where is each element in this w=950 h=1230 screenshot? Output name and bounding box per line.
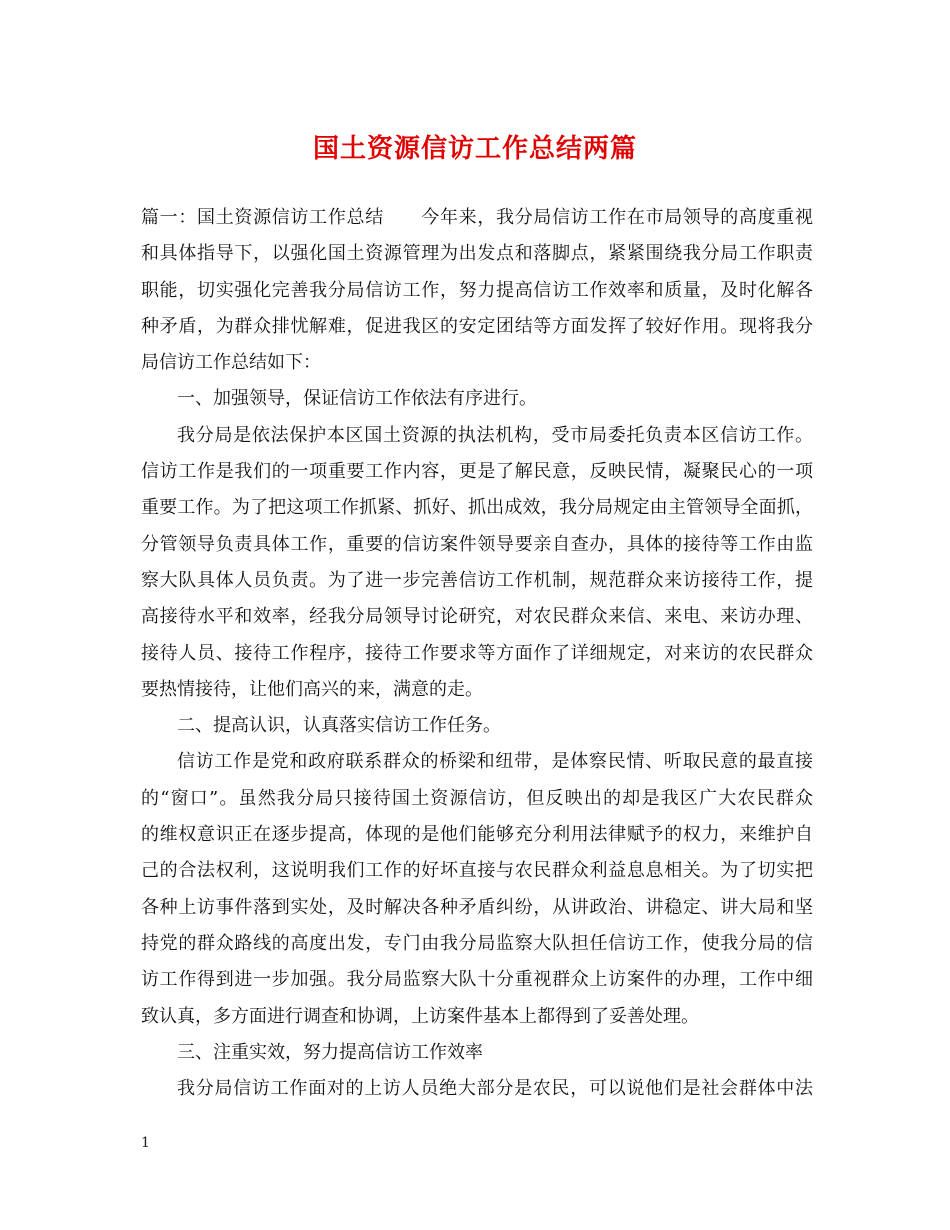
text-line: 局信访工作总结如下： [141,352,321,374]
text-line: 我分局信访工作面对的上访人员绝大部分是农民，可以说他们是社会群体中法 [177,1078,813,1100]
section-heading: 二、提高认识，认真落实信访工作任务。 [177,715,501,737]
text-line: 信访工作是我们的一项重要工作内容，更是了解民意，反映民情，凝聚民心的一项 [141,461,813,483]
text-line: 篇一：国土资源信访工作总结 今年来，我分局信访工作在市局领导的高度重视 [141,207,813,228]
text-line: 察大队具体人员负责。为了进一步完善信访工作机制，规范群众来访接待工作，提 [141,569,813,591]
text-line: 信访工作是党和政府联系群众的桥梁和纽带，是体察民情、听取民意的最直接 [177,751,813,773]
text-line: 我分局是依法保护本区国土资源的执法机构，受市局委托负责本区信访工作。 [177,424,813,446]
text-line: 的维权意识正在逐步提高，体现的是他们能够充分利用法律赋予的权力，来维护自 [141,824,813,846]
text-line: 持党的群众路线的高度出发，专门由我分局监察大队担任信访工作，使我分局的信 [141,932,813,954]
text-line: 职能，切实强化完善我分局信访工作，努力提高信访工作效率和质量，及时化解各 [141,279,813,301]
section-heading: 一、加强领导，保证信访工作依法有序进行。 [177,388,537,410]
text-line: 致认真，多方面进行调查和协调，上访案件基本上都得到了妥善处理。 [141,1005,699,1027]
text-line: 种矛盾，为群众排忧解难，促进我区的安定团结等方面发挥了较好作用。现将我分 [141,315,813,337]
text-line: 各种上访事件落到实处，及时解决各种矛盾纠纷，从讲政治、讲稳定、讲大局和坚 [141,896,813,918]
section-heading: 三、注重实效，努力提高信访工作效率 [177,1041,483,1063]
text-line: 访工作得到进一步加强。我分局监察大队十分重视群众上访案件的办理，工作中细 [141,969,813,991]
document-body [141,200,813,1107]
document-title: 国土资源信访工作总结两篇 [312,134,637,164]
text-line: 的“窗口”。虽然我分局只接待国土资源信访，但反映出的却是我区广大农民群众 [141,787,813,809]
text-line: 和具体指导下，以强化国土资源管理为出发点和落脚点，紧紧围绕我分局工作职责 [141,243,813,265]
text-line: 分管领导负责具体工作，重要的信访案件领导要亲自查办，具体的接待等工作由监 [141,533,813,555]
text-line: 己的合法权利，这说明我们工作的好坏直接与农民群众利益息息相关。为了切实把 [141,860,813,882]
text-line: 要热情接待，让他们高兴的来，满意的走。 [141,678,483,700]
text-line: 重要工作。为了把这项工作抓紧、抓好、抓出成效，我分局规定由主管领导全面抓， [141,497,813,519]
text-line: 高接待水平和效率，经我分局领导讨论研究，对农民群众来信、来电、来访办理、 [141,606,813,628]
page-number: 1 [141,1135,150,1151]
text-line: 接待人员、接待工作程序，接待工作要求等方面作了详细规定，对来访的农民群众 [141,642,813,664]
